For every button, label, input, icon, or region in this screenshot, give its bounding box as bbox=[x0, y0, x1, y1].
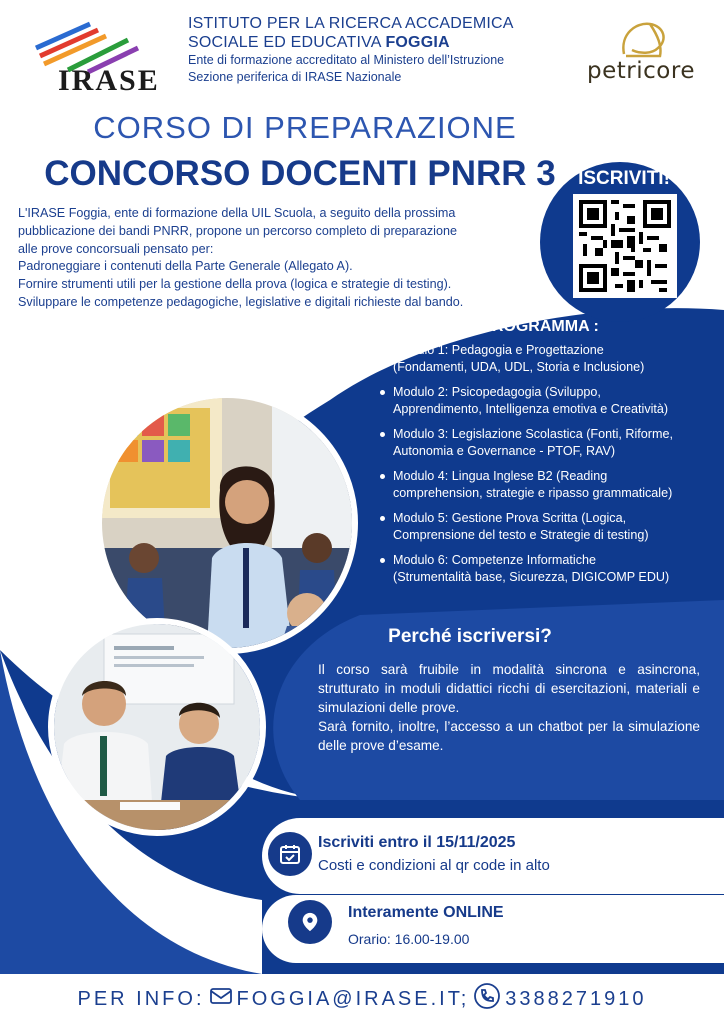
calendar-icon bbox=[268, 832, 312, 876]
intro-line: Fornire strumenti utili per la gestione della prova (logica e strategie di testing). bbox=[18, 277, 452, 292]
why-heading: Perché iscriversi? bbox=[388, 626, 552, 647]
why-text bbox=[318, 660, 700, 755]
intro-line: Sviluppare le competenze pedagogiche, legislative e digitali richieste dal bando. bbox=[18, 294, 464, 309]
list-item: Modulo 5: Gestione Prova Scritta (Logica, Comprensione del testo e Strategie di testing) bbox=[380, 510, 720, 544]
section-line: Sezione periferica di IRASE Nazionale bbox=[188, 70, 402, 84]
list-item: Modulo 2: Psicopedagogia (Sviluppo, Apprendimento, Intelligenza emotiva e Creatività) bbox=[380, 384, 720, 418]
list-item: Modulo 4: Lingua Inglese B2 (Reading comprehension, strategie e ripasso grammaticale) bbox=[380, 468, 720, 502]
intro-line: L'IRASE Foggia, ente di formazione della UIL Scuola, a seguito della prossima bbox=[18, 206, 456, 220]
contact-phone[interactable]: 3388271910 bbox=[505, 987, 647, 1010]
qr-code-icon bbox=[579, 200, 671, 292]
accreditation-line: Ente di formazione accreditato al Ministero dell’Istruzione bbox=[188, 53, 505, 67]
contact-label: PER INFO: bbox=[77, 987, 205, 1010]
qr-code[interactable] bbox=[573, 194, 677, 298]
registration-costs: Costi e condizioni al qr code in alto bbox=[318, 857, 550, 874]
registration-deadline: Iscriviti entro il 15/11/2025 bbox=[318, 834, 516, 851]
list-item: Modulo 1: Pedagogia e Progettazione (Fondamenti, UDA, UDL, Storia e Inclusione) bbox=[380, 342, 720, 376]
institute-name-line2: SOCIALE ED EDUCATIVA FOGGIA bbox=[188, 34, 450, 51]
contact-email[interactable]: FOGGIA@IRASE.IT; bbox=[236, 987, 470, 1010]
irase-logo bbox=[28, 14, 178, 94]
intro-line: pubblicazione dei bandi PNRR, propone un percorso completo di preparazione bbox=[18, 223, 457, 238]
tutor-photo bbox=[48, 618, 266, 836]
intro-line: Padroneggiare i contenuti della Parte Generale (Allegato A). bbox=[18, 259, 353, 274]
institute-name-line1: ISTITUTO PER LA RICERCA ACCADEMICA bbox=[188, 15, 514, 32]
why-paragraph: Il corso sarà fruibile in modalità sincrona e asincrona, strutturato in moduli didattici ricchi di esercitazioni, materiali e simulazioni delle prove. bbox=[318, 662, 700, 715]
svg-text:IRASE: IRASE bbox=[58, 64, 160, 94]
enroll-heading: ISCRIVITI! bbox=[578, 168, 670, 189]
registration-box bbox=[262, 818, 724, 894]
classroom-photo bbox=[96, 392, 358, 654]
module-list bbox=[380, 342, 720, 594]
online-label: Interamente ONLINE bbox=[348, 904, 504, 921]
institute-header bbox=[188, 14, 568, 86]
list-item: Modulo 3: Legislazione Scolastica (Fonti, Riforme, Autonomia e Governance - PTOF, RAV) bbox=[380, 426, 720, 460]
course-title: CORSO DI PREPARAZIONE bbox=[93, 110, 517, 145]
intro-text bbox=[18, 205, 538, 312]
partner-name: petricore bbox=[587, 58, 695, 84]
email-icon bbox=[209, 986, 233, 1012]
intro-line: alle prove concorsuali pensato per: bbox=[18, 241, 214, 256]
course-subtitle: CONCORSO DOCENTI PNRR 3 bbox=[44, 154, 556, 193]
phone-icon bbox=[473, 982, 501, 1016]
schedule-text: Orario: 16.00-19.00 bbox=[348, 931, 470, 947]
location-pin-icon bbox=[288, 900, 332, 944]
why-paragraph: Sarà fornito, inoltre, l’accesso a un chatbot per la simulazione delle prove d’esame. bbox=[318, 719, 700, 753]
list-item: Modulo 6: Competenze Informatiche (Strumentalità base, Sicurezza, DIGICOMP EDU) bbox=[380, 552, 720, 586]
program-heading: PROGRAMMA : bbox=[481, 318, 599, 335]
contact-footer bbox=[0, 982, 724, 1016]
